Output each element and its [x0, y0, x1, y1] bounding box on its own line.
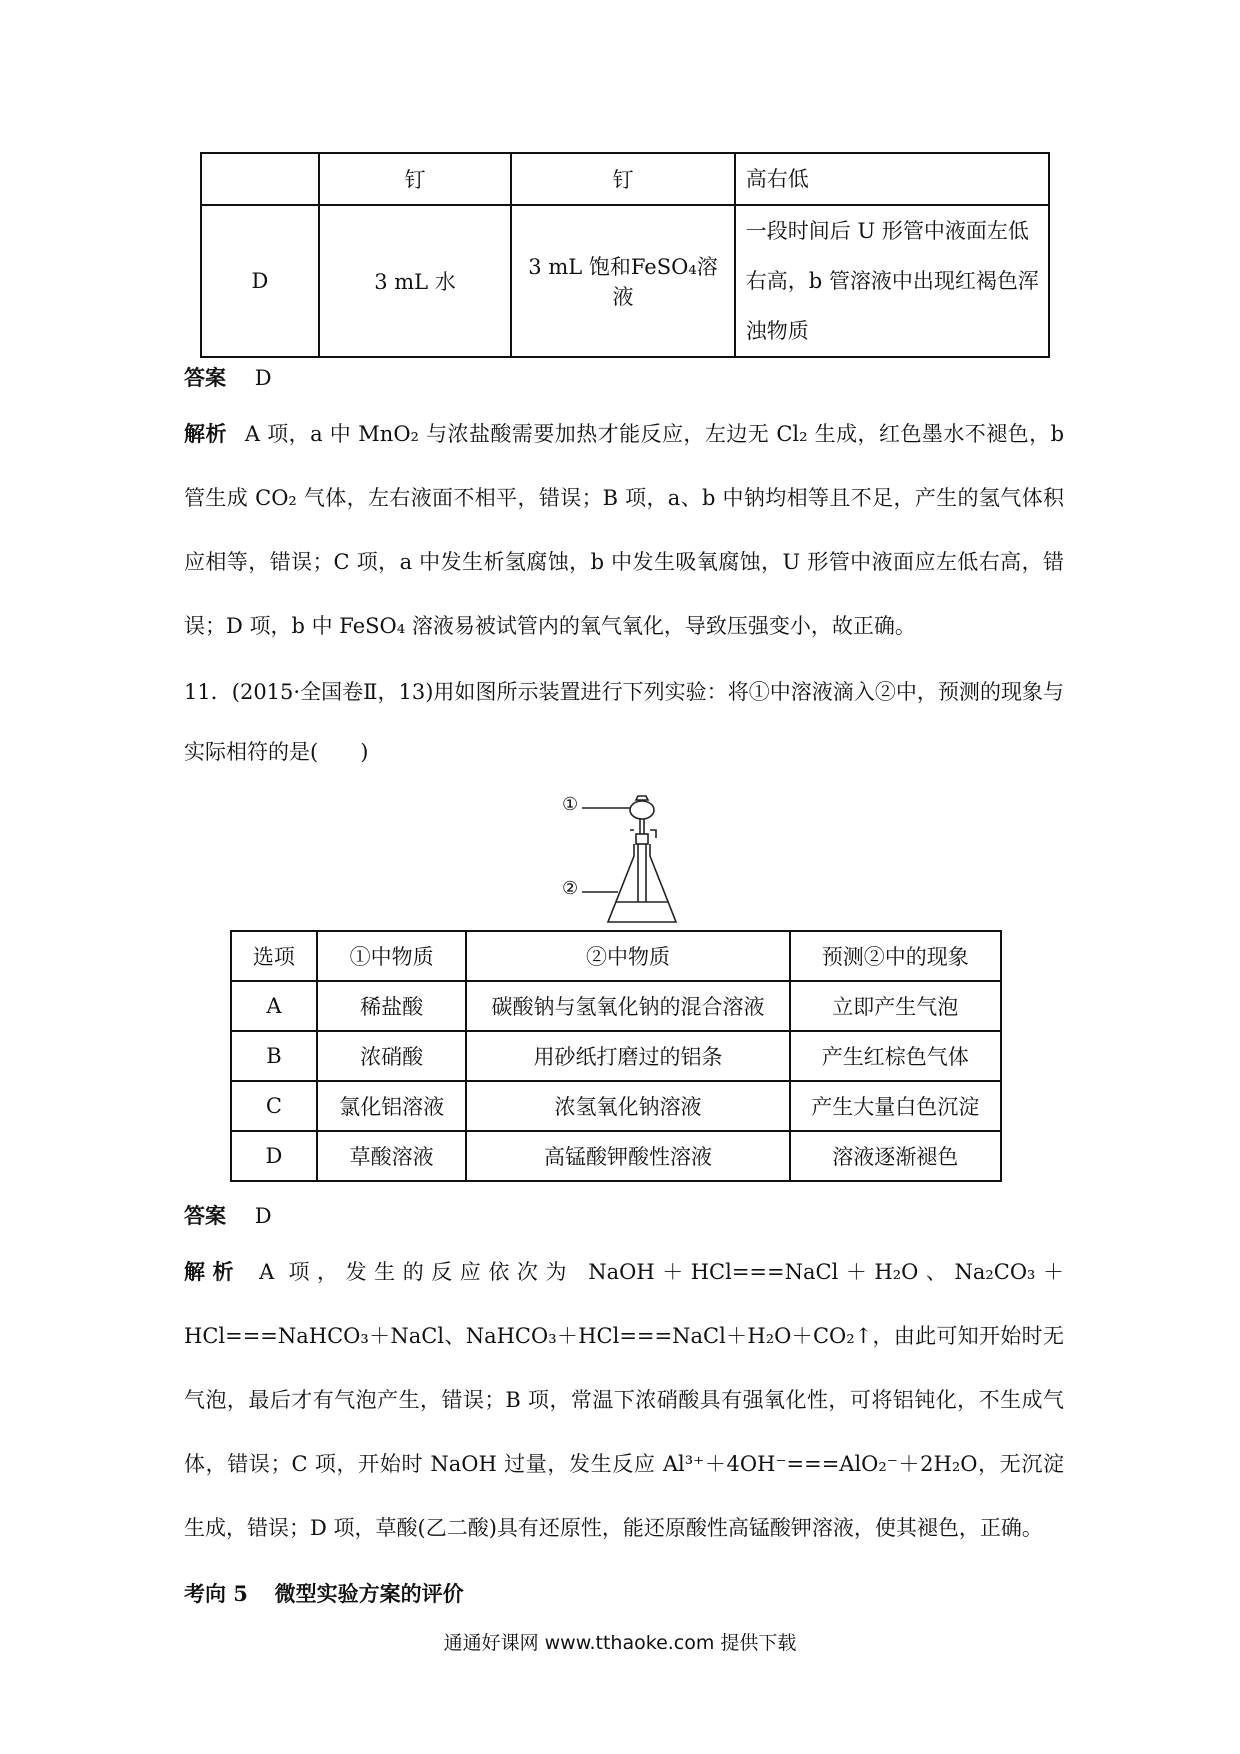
funnel-bulb — [630, 801, 654, 819]
table-cell: 用砂纸打磨过的铝条 — [466, 1031, 789, 1081]
funnel-stem — [640, 819, 644, 834]
answer-line — [184, 1200, 272, 1230]
table-row — [231, 1081, 1001, 1131]
analysis-text: A 项，a 中 MnO₂ 与浓盐酸需要加热才能反应，左边无 Cl₂ 生成，红色墨水不褪色，b 管生成 CO₂ 气体，左右液面不相平，错误；B 项，a、b 中钠均相等且不足，产生的氢气体积应相等，错误；C 项，a 中发生析氢腐蚀，b 中发生吸氧腐蚀，U 形管中液面应左低右高，错误；D 项，b 中 FeSO₄ 溶液易被试管内的氧气氧化，导致压强变小，故正确。 — [184, 422, 1065, 638]
table-cell: A — [231, 981, 317, 1031]
table-cell: 浓硝酸 — [317, 1031, 467, 1081]
page-footer: 通通好课网 www.tthaoke.com 提供下载 — [443, 1632, 797, 1654]
analysis-label: 解析 — [184, 421, 227, 446]
table-cell: 3 mL 水 — [319, 205, 512, 357]
question-text — [184, 662, 1064, 782]
table-cell: 溶液逐渐褪色 — [790, 1131, 1001, 1181]
analysis-label: 解析 — [184, 1259, 242, 1284]
column-header: ①中物质 — [317, 931, 467, 981]
table-cell: 碳酸钠与氢氧化钠的混合溶液 — [466, 981, 789, 1031]
table-row — [201, 153, 1049, 205]
flask — [608, 844, 676, 922]
table-continued — [200, 152, 1050, 358]
table-cell: 3 mL 饱和FeSO₄溶液 — [511, 205, 735, 357]
table-cell: C — [231, 1081, 317, 1131]
question-11: 11．(2015·全国卷Ⅱ，13)用如图所示装置进行下列实验：将①中溶液滴入②中，预测的现象与实际相符的是( ) — [184, 680, 1064, 764]
answer-value: D — [254, 1204, 272, 1228]
section-label: 考向 5 — [184, 1581, 248, 1606]
apparatus-figure — [560, 790, 700, 930]
table-cell: 氯化铝溶液 — [317, 1081, 467, 1131]
table-cell: 产生大量白色沉淀 — [790, 1081, 1001, 1131]
table-cell: B — [231, 1031, 317, 1081]
table-cell: 钉 — [511, 153, 735, 205]
answer-label: 答案 — [184, 365, 226, 390]
funnel-stopper — [636, 796, 648, 800]
analysis-paragraph — [184, 402, 1064, 658]
analysis-text: A 项，发生的反应依次为 NaOH＋HCl===NaCl＋H₂O、Na₂CO₃＋HCl===NaHCO₃＋NaCl、NaHCO₃＋HCl===NaCl＋H₂O＋CO₂↑，由此可知开始时无气泡，最后才有气泡产生，错误；B 项，常温下浓硝酸具有强氧化性，可将铝钝化，不生成气体，错误；C 项，开始时 NaOH 过量，发生反应 Al³⁺＋4OH⁻===AlO₂⁻＋2H₂O，无沉淀生成，错误；D 项，草酸(乙二酸)具有还原性，能还原酸性高锰酸钾溶液，使其褪色，正确。 — [184, 1260, 1065, 1540]
answer-value: D — [254, 366, 272, 390]
figure-label-1: ① — [562, 794, 579, 815]
options-table — [230, 930, 1002, 1182]
table-row — [231, 981, 1001, 1031]
stopper — [636, 834, 648, 844]
table-cell: 浓氢氧化钠溶液 — [466, 1081, 789, 1131]
table-row — [201, 205, 1049, 357]
table-header-row — [231, 931, 1001, 981]
table-cell: 稀盐酸 — [317, 981, 467, 1031]
table-cell: 高右低 — [735, 153, 1049, 205]
table-cell: 产生红棕色气体 — [790, 1031, 1001, 1081]
table-row — [231, 1131, 1001, 1181]
column-header: 选项 — [231, 931, 317, 981]
figure-label-2: ② — [562, 878, 579, 899]
section-heading — [184, 1578, 464, 1608]
table-cell: D — [231, 1131, 317, 1181]
table-row — [231, 1031, 1001, 1081]
table-cell: 高锰酸钾酸性溶液 — [466, 1131, 789, 1181]
answer-label: 答案 — [184, 1203, 226, 1228]
table-cell: 立即产生气泡 — [790, 981, 1001, 1031]
analysis-paragraph — [184, 1240, 1064, 1560]
section-title: 微型实验方案的评价 — [274, 1581, 464, 1606]
table-cell — [201, 153, 319, 205]
column-header: ②中物质 — [466, 931, 789, 981]
table-cell: 一段时间后 U 形管中液面左低右高，b 管溶液中出现红褐色浑浊物质 — [735, 205, 1049, 357]
answer-line — [184, 362, 272, 392]
table-cell: D — [201, 205, 319, 357]
table-cell: 草酸溶液 — [317, 1131, 467, 1181]
inner-tube — [638, 844, 646, 902]
column-header: 预测②中的现象 — [790, 931, 1001, 981]
table-cell: 钉 — [319, 153, 512, 205]
